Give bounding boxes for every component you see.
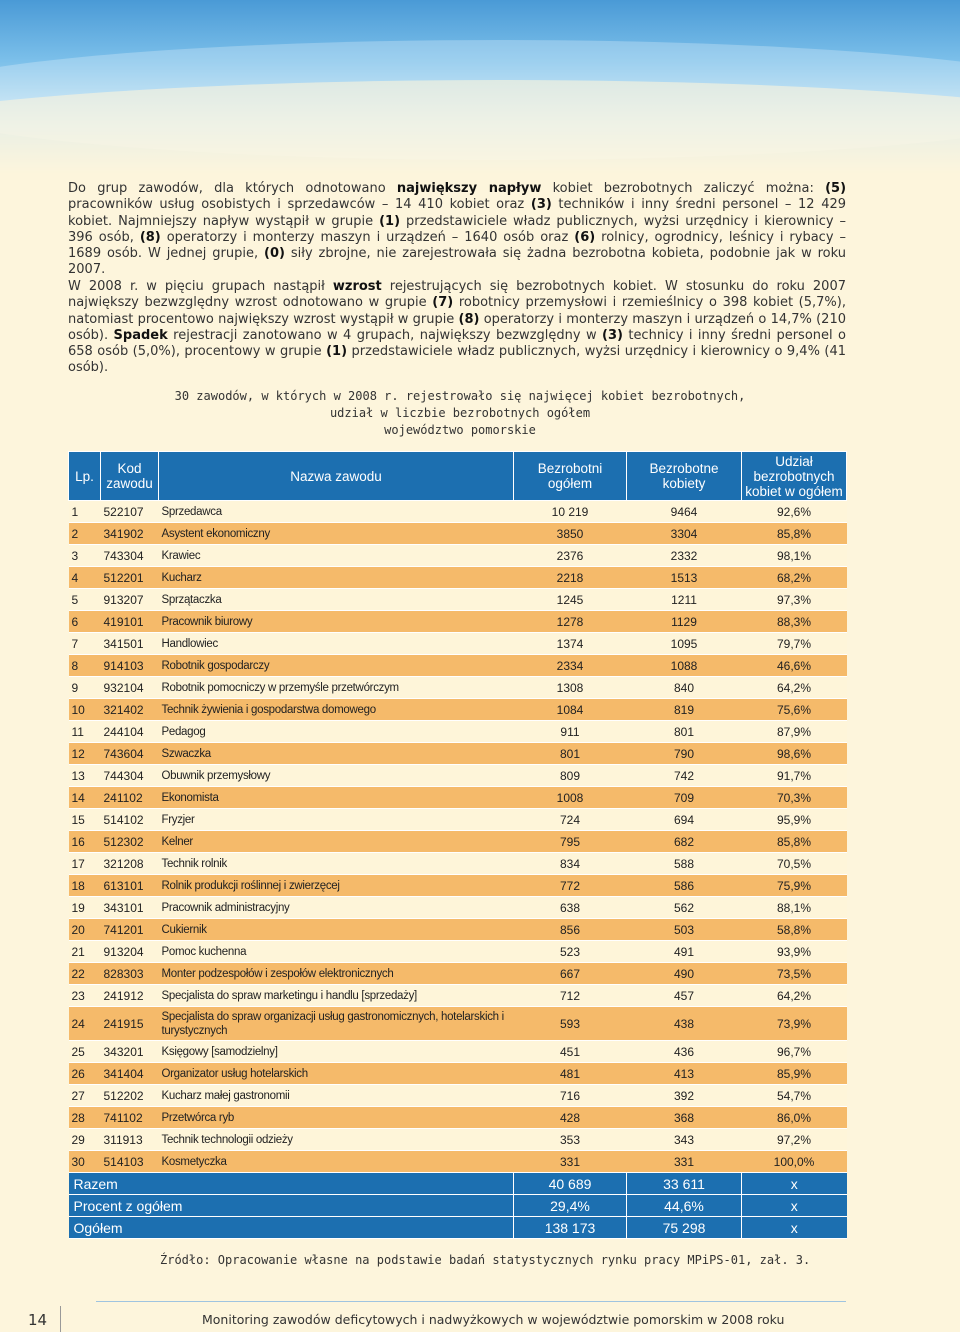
- summary-label: Razem: [69, 1173, 514, 1195]
- cell-nazwa: Technik technologii odzieży: [159, 1129, 514, 1151]
- table-row: [69, 589, 847, 611]
- cell-nazwa: Kelner: [159, 831, 514, 853]
- cell-kod: 419101: [101, 611, 159, 633]
- cell-lp: 18: [69, 875, 101, 897]
- paragraph-growth: [68, 279, 846, 377]
- text-run: pracowników usług osobistych i sprzedawców – 14 410 kobiet oraz: [68, 197, 531, 213]
- cell-kod: 311913: [101, 1129, 159, 1151]
- table-row: [69, 919, 847, 941]
- cell-lp: 28: [69, 1107, 101, 1129]
- table-row: [69, 897, 847, 919]
- cell-nazwa: Rolnik produkcji roślinnej i zwierzęcej: [159, 875, 514, 897]
- cell-kobiety: 438: [627, 1007, 742, 1041]
- cell-ogolem: 451: [514, 1041, 627, 1063]
- table-row: [69, 633, 847, 655]
- cell-lp: 17: [69, 853, 101, 875]
- cell-udzial: 87,9%: [742, 721, 847, 743]
- bold-run: (8): [458, 311, 480, 327]
- cell-nazwa: Szwaczka: [159, 743, 514, 765]
- cell-ogolem: 353: [514, 1129, 627, 1151]
- summary-kobiety: 75 298: [627, 1217, 742, 1239]
- cell-nazwa: Robotnik pomocniczy w przemyśle przetwórczym: [159, 677, 514, 699]
- cell-lp: 20: [69, 919, 101, 941]
- summary-udzial: x: [742, 1195, 847, 1217]
- paragraph-inflow: [68, 181, 846, 279]
- cell-udzial: 68,2%: [742, 567, 847, 589]
- bold-run: Spadek: [113, 327, 168, 343]
- cell-nazwa: Robotnik gospodarczy: [159, 655, 514, 677]
- cell-udzial: 92,6%: [742, 501, 847, 523]
- cell-udzial: 54,7%: [742, 1085, 847, 1107]
- summary-ogolem: 138 173: [514, 1217, 627, 1239]
- header-decoration: [0, 0, 960, 175]
- cell-ogolem: 724: [514, 809, 627, 831]
- table-row: [69, 853, 847, 875]
- cell-udzial: 58,8%: [742, 919, 847, 941]
- table-row: [69, 1107, 847, 1129]
- cell-udzial: 88,3%: [742, 611, 847, 633]
- cell-kod: 343201: [101, 1041, 159, 1063]
- cell-kobiety: 503: [627, 919, 742, 941]
- cell-ogolem: 1278: [514, 611, 627, 633]
- table-row: [69, 963, 847, 985]
- cell-lp: 14: [69, 787, 101, 809]
- cell-ogolem: 3850: [514, 523, 627, 545]
- cell-kod: 514102: [101, 809, 159, 831]
- cell-udzial: 86,0%: [742, 1107, 847, 1129]
- table-row: [69, 545, 847, 567]
- cell-kod: 522107: [101, 501, 159, 523]
- cell-nazwa: Kucharz: [159, 567, 514, 589]
- cell-ogolem: 331: [514, 1151, 627, 1173]
- cell-nazwa: Technik żywienia i gospodarstwa domowego: [159, 699, 514, 721]
- page-number: 14: [28, 1311, 48, 1329]
- cell-lp: 6: [69, 611, 101, 633]
- header-kod: Kod zawodu: [101, 452, 159, 501]
- cell-lp: 1: [69, 501, 101, 523]
- cell-kod: 932104: [101, 677, 159, 699]
- table-row: [69, 501, 847, 523]
- cell-nazwa: Technik rolnik: [159, 853, 514, 875]
- summary-ogolem: 29,4%: [514, 1195, 627, 1217]
- cell-kobiety: 413: [627, 1063, 742, 1085]
- cell-kod: 343101: [101, 897, 159, 919]
- cell-kobiety: 1088: [627, 655, 742, 677]
- cell-nazwa: Kucharz małej gastronomii: [159, 1085, 514, 1107]
- cell-kobiety: 1095: [627, 633, 742, 655]
- cell-lp: 23: [69, 985, 101, 1007]
- cell-udzial: 85,8%: [742, 523, 847, 545]
- cell-udzial: 98,1%: [742, 545, 847, 567]
- text-run: robotnicy przemysłowi i rzemieślnicy o 398 kobiet (5,7%), natomiast procentowo największy wzrost wystąpił w grupie: [68, 295, 846, 327]
- bold-run: (1): [379, 213, 401, 229]
- cell-kod: 512202: [101, 1085, 159, 1107]
- cell-lp: 2: [69, 523, 101, 545]
- table-row: [69, 809, 847, 831]
- caption-line: województwo pomorskie: [384, 423, 536, 437]
- text-run: W 2008 r. w pięciu grupach nastąpił: [68, 279, 333, 294]
- table-row: [69, 941, 847, 963]
- cell-lp: 15: [69, 809, 101, 831]
- table-row: [69, 875, 847, 897]
- cell-kobiety: 436: [627, 1041, 742, 1063]
- text-run: operatorzy i monterzy maszyn i urządzeń – 1640 osób oraz: [160, 229, 575, 245]
- cell-kod: 744304: [101, 765, 159, 787]
- text-run: operatorzy i monterzy maszyn i urządzeń o 14,7% (210 osób).: [68, 311, 846, 343]
- text-run: kobiet bezrobotnych zaliczyć można:: [541, 181, 826, 196]
- cell-nazwa: Krawiec: [159, 545, 514, 567]
- cell-kod: 241102: [101, 787, 159, 809]
- cell-lp: 26: [69, 1063, 101, 1085]
- cell-udzial: 79,7%: [742, 633, 847, 655]
- cell-udzial: 93,9%: [742, 941, 847, 963]
- cell-kod: 913207: [101, 589, 159, 611]
- cell-ogolem: 481: [514, 1063, 627, 1085]
- table-row: [69, 677, 847, 699]
- cell-udzial: 95,9%: [742, 809, 847, 831]
- wave-shape: [0, 80, 960, 175]
- table-row: [69, 743, 847, 765]
- text-run: rolnicy, ogrodnicy, leśnicy i rybacy – 1689 osób. W jednej grupie,: [68, 229, 846, 262]
- cell-lp: 9: [69, 677, 101, 699]
- cell-ogolem: 1008: [514, 787, 627, 809]
- cell-udzial: 85,9%: [742, 1063, 847, 1085]
- cell-ogolem: 1084: [514, 699, 627, 721]
- summary-row: [69, 1173, 847, 1195]
- cell-ogolem: 1374: [514, 633, 627, 655]
- summary-label: Ogółem: [69, 1217, 514, 1239]
- cell-kobiety: 562: [627, 897, 742, 919]
- header-udzial: Udział bezrobotnych kobiet w ogółem: [742, 452, 847, 501]
- summary-label: Procent z ogółem: [69, 1195, 514, 1217]
- cell-kod: 321402: [101, 699, 159, 721]
- cell-ogolem: 10 219: [514, 501, 627, 523]
- cell-kobiety: 490: [627, 963, 742, 985]
- text-run: siły zbrojne, nie zarejestrowała się żadna bezrobotna kobieta, podobnie jak w roku 2007.: [68, 246, 846, 278]
- cell-kod: 241912: [101, 985, 159, 1007]
- cell-udzial: 96,7%: [742, 1041, 847, 1063]
- cell-nazwa: Handlowiec: [159, 633, 514, 655]
- bold-run: (1): [326, 344, 348, 360]
- cell-kod: 743304: [101, 545, 159, 567]
- cell-kobiety: 457: [627, 985, 742, 1007]
- table-row: [69, 765, 847, 787]
- table-row: [69, 831, 847, 853]
- cell-kobiety: 368: [627, 1107, 742, 1129]
- cell-ogolem: 712: [514, 985, 627, 1007]
- cell-kobiety: 1129: [627, 611, 742, 633]
- table-row: [69, 699, 847, 721]
- cell-kod: 913204: [101, 941, 159, 963]
- cell-lp: 24: [69, 1007, 101, 1041]
- cell-kobiety: 682: [627, 831, 742, 853]
- cell-ogolem: 428: [514, 1107, 627, 1129]
- cell-udzial: 100,0%: [742, 1151, 847, 1173]
- summary-udzial: x: [742, 1217, 847, 1239]
- cell-lp: 27: [69, 1085, 101, 1107]
- bold-run: (6): [574, 229, 596, 245]
- cell-nazwa: Pomoc kuchenna: [159, 941, 514, 963]
- cell-kobiety: 9464: [627, 501, 742, 523]
- cell-ogolem: 2218: [514, 567, 627, 589]
- cell-ogolem: 772: [514, 875, 627, 897]
- cell-kod: 743604: [101, 743, 159, 765]
- table-row: [69, 985, 847, 1007]
- table-caption: [160, 388, 760, 439]
- table-header-row: [69, 452, 847, 501]
- cell-nazwa: Fryzjer: [159, 809, 514, 831]
- cell-udzial: 64,2%: [742, 985, 847, 1007]
- cell-udzial: 98,6%: [742, 743, 847, 765]
- cell-kobiety: 694: [627, 809, 742, 831]
- cell-kobiety: 331: [627, 1151, 742, 1173]
- cell-kod: 341902: [101, 523, 159, 545]
- table-row: [69, 611, 847, 633]
- cell-ogolem: 523: [514, 941, 627, 963]
- table-row: [69, 1063, 847, 1085]
- cell-kod: 244104: [101, 721, 159, 743]
- source-note: Źródło: Opracowanie własne na podstawie badań statystycznych rynku pracy MPiPS-01, zał. 3.: [160, 1253, 811, 1267]
- text-run: techników i inny średni personel – 12 429 kobiet. Najmniejszy napływ wystąpił w grupie: [68, 197, 847, 229]
- bold-run: największy napływ: [396, 181, 542, 196]
- cell-udzial: 46,6%: [742, 655, 847, 677]
- cell-ogolem: 1245: [514, 589, 627, 611]
- cell-lp: 21: [69, 941, 101, 963]
- cell-kod: 914103: [101, 655, 159, 677]
- cell-kobiety: 840: [627, 677, 742, 699]
- cell-udzial: 70,3%: [742, 787, 847, 809]
- table-row: [69, 721, 847, 743]
- cell-nazwa: Ekonomista: [159, 787, 514, 809]
- table-row: [69, 1129, 847, 1151]
- bold-run: (8): [139, 229, 161, 245]
- cell-lp: 25: [69, 1041, 101, 1063]
- table-row: [69, 523, 847, 545]
- cell-ogolem: 2376: [514, 545, 627, 567]
- cell-ogolem: 1308: [514, 677, 627, 699]
- cell-nazwa: Sprzątaczka: [159, 589, 514, 611]
- bold-run: (5): [825, 181, 847, 196]
- cell-kod: 241915: [101, 1007, 159, 1041]
- cell-lp: 7: [69, 633, 101, 655]
- text-run: rejestracji zanotowano w 4 grupach, największy bezwzględny w: [167, 327, 602, 343]
- table-row: [69, 655, 847, 677]
- table-row: [69, 1151, 847, 1173]
- summary-udzial: x: [742, 1173, 847, 1195]
- cell-kobiety: 801: [627, 721, 742, 743]
- occupations-table: [68, 451, 847, 1239]
- cell-kobiety: 790: [627, 743, 742, 765]
- cell-kobiety: 819: [627, 699, 742, 721]
- cell-lp: 11: [69, 721, 101, 743]
- cell-ogolem: 809: [514, 765, 627, 787]
- summary-kobiety: 44,6%: [627, 1195, 742, 1217]
- bold-run: (7): [432, 295, 454, 311]
- cell-nazwa: Sprzedawca: [159, 501, 514, 523]
- caption-line: 30 zawodów, w których w 2008 r. rejestrowało się najwięcej kobiet bezrobotnych,: [174, 389, 746, 403]
- cell-ogolem: 716: [514, 1085, 627, 1107]
- footer-title: Monitoring zawodów deficytowych i nadwyżkowych w województwie pomorskim w 2008 roku: [202, 1312, 785, 1327]
- cell-kobiety: 1211: [627, 589, 742, 611]
- cell-ogolem: 911: [514, 721, 627, 743]
- cell-nazwa: Pedagog: [159, 721, 514, 743]
- summary-ogolem: 40 689: [514, 1173, 627, 1195]
- table-row: [69, 787, 847, 809]
- cell-kobiety: 343: [627, 1129, 742, 1151]
- cell-udzial: 73,9%: [742, 1007, 847, 1041]
- cell-udzial: 85,8%: [742, 831, 847, 853]
- cell-udzial: 91,7%: [742, 765, 847, 787]
- cell-nazwa: Obuwnik przemysłowy: [159, 765, 514, 787]
- cell-kod: 613101: [101, 875, 159, 897]
- cell-nazwa: Asystent ekonomiczny: [159, 523, 514, 545]
- cell-ogolem: 638: [514, 897, 627, 919]
- cell-ogolem: 593: [514, 1007, 627, 1041]
- cell-lp: 30: [69, 1151, 101, 1173]
- bold-run: (0): [264, 246, 285, 262]
- cell-lp: 13: [69, 765, 101, 787]
- bold-run: (3): [602, 327, 623, 343]
- cell-kobiety: 742: [627, 765, 742, 787]
- cell-kod: 321208: [101, 853, 159, 875]
- cell-nazwa: Cukiernik: [159, 919, 514, 941]
- cell-kod: 341501: [101, 633, 159, 655]
- table-row: [69, 1085, 847, 1107]
- cell-kobiety: 588: [627, 853, 742, 875]
- footer-divider: [96, 1301, 846, 1302]
- cell-lp: 5: [69, 589, 101, 611]
- table-row: [69, 567, 847, 589]
- cell-ogolem: 801: [514, 743, 627, 765]
- cell-lp: 16: [69, 831, 101, 853]
- cell-lp: 10: [69, 699, 101, 721]
- cell-kod: 512201: [101, 567, 159, 589]
- cell-ogolem: 667: [514, 963, 627, 985]
- cell-udzial: 64,2%: [742, 677, 847, 699]
- cell-lp: 4: [69, 567, 101, 589]
- cell-kobiety: 2332: [627, 545, 742, 567]
- summary-row: [69, 1217, 847, 1239]
- table-row: [69, 1041, 847, 1063]
- cell-udzial: 73,5%: [742, 963, 847, 985]
- header-bezrobotni-ogolem: Bezrobotni ogółem: [514, 452, 627, 501]
- cell-kobiety: 491: [627, 941, 742, 963]
- header-nazwa: Nazwa zawodu: [159, 452, 514, 501]
- cell-nazwa: Przetwórca ryb: [159, 1107, 514, 1129]
- cell-udzial: 75,9%: [742, 875, 847, 897]
- cell-udzial: 88,1%: [742, 897, 847, 919]
- cell-nazwa: Pracownik administracyjny: [159, 897, 514, 919]
- text-run: rejestrujących się bezrobotnych kobiet. W stosunku do roku 2007 największy bezwzględny wzrost odnotowano w grupie: [68, 279, 846, 311]
- cell-nazwa: Organizator usług hotelarskich: [159, 1063, 514, 1085]
- cell-nazwa: Specjalista do spraw marketingu i handlu [sprzedaży]: [159, 985, 514, 1007]
- cell-lp: 22: [69, 963, 101, 985]
- bold-run: wzrost: [332, 279, 382, 294]
- table-row: [69, 1007, 847, 1041]
- cell-ogolem: 856: [514, 919, 627, 941]
- cell-udzial: 97,2%: [742, 1129, 847, 1151]
- cell-ogolem: 834: [514, 853, 627, 875]
- cell-kod: 512302: [101, 831, 159, 853]
- summary-row: [69, 1195, 847, 1217]
- cell-udzial: 75,6%: [742, 699, 847, 721]
- cell-ogolem: 2334: [514, 655, 627, 677]
- header-lp: Lp.: [69, 452, 101, 501]
- bold-run: (3): [530, 197, 552, 213]
- cell-kobiety: 709: [627, 787, 742, 809]
- cell-nazwa: Kosmetyczka: [159, 1151, 514, 1173]
- text-run: przedstawiciele władz publicznych, wyżsi urzędnicy i kierownicy o 9,4% (41 osób).: [68, 344, 846, 376]
- cell-kobiety: 392: [627, 1085, 742, 1107]
- cell-kobiety: 1513: [627, 567, 742, 589]
- cell-udzial: 97,3%: [742, 589, 847, 611]
- cell-lp: 3: [69, 545, 101, 567]
- cell-kobiety: 586: [627, 875, 742, 897]
- text-run: Do grup zawodów, dla których odnotowano: [68, 181, 397, 196]
- cell-lp: 12: [69, 743, 101, 765]
- cell-kod: 341404: [101, 1063, 159, 1085]
- cell-kobiety: 3304: [627, 523, 742, 545]
- header-bezrobotne-kobiety: Bezrobotne kobiety: [627, 452, 742, 501]
- text-run: technicy i inny średni personel o 658 osób (5,0%), procentowy w grupie: [68, 327, 846, 360]
- cell-lp: 29: [69, 1129, 101, 1151]
- cell-kod: 514103: [101, 1151, 159, 1173]
- summary-kobiety: 33 611: [627, 1173, 742, 1195]
- cell-nazwa: Księgowy [samodzielny]: [159, 1041, 514, 1063]
- cell-kod: 828303: [101, 963, 159, 985]
- cell-kod: 741201: [101, 919, 159, 941]
- cell-lp: 8: [69, 655, 101, 677]
- cell-kod: 741102: [101, 1107, 159, 1129]
- cell-udzial: 70,5%: [742, 853, 847, 875]
- cell-nazwa: Specjalista do spraw organizacji usług gastronomicznych, hotelarskich i turystycznych: [159, 1007, 514, 1041]
- caption-line: udział w liczbie bezrobotnych ogółem: [329, 406, 591, 420]
- page-number-divider: [60, 1306, 61, 1332]
- cell-nazwa: Monter podzespołów i zespołów elektronicznych: [159, 963, 514, 985]
- text-run: przedstawiciele władz publicznych, wyżsi urzędnicy i kierownicy – 396 osób,: [68, 213, 846, 245]
- cell-lp: 19: [69, 897, 101, 919]
- cell-ogolem: 795: [514, 831, 627, 853]
- cell-nazwa: Pracownik biurowy: [159, 611, 514, 633]
